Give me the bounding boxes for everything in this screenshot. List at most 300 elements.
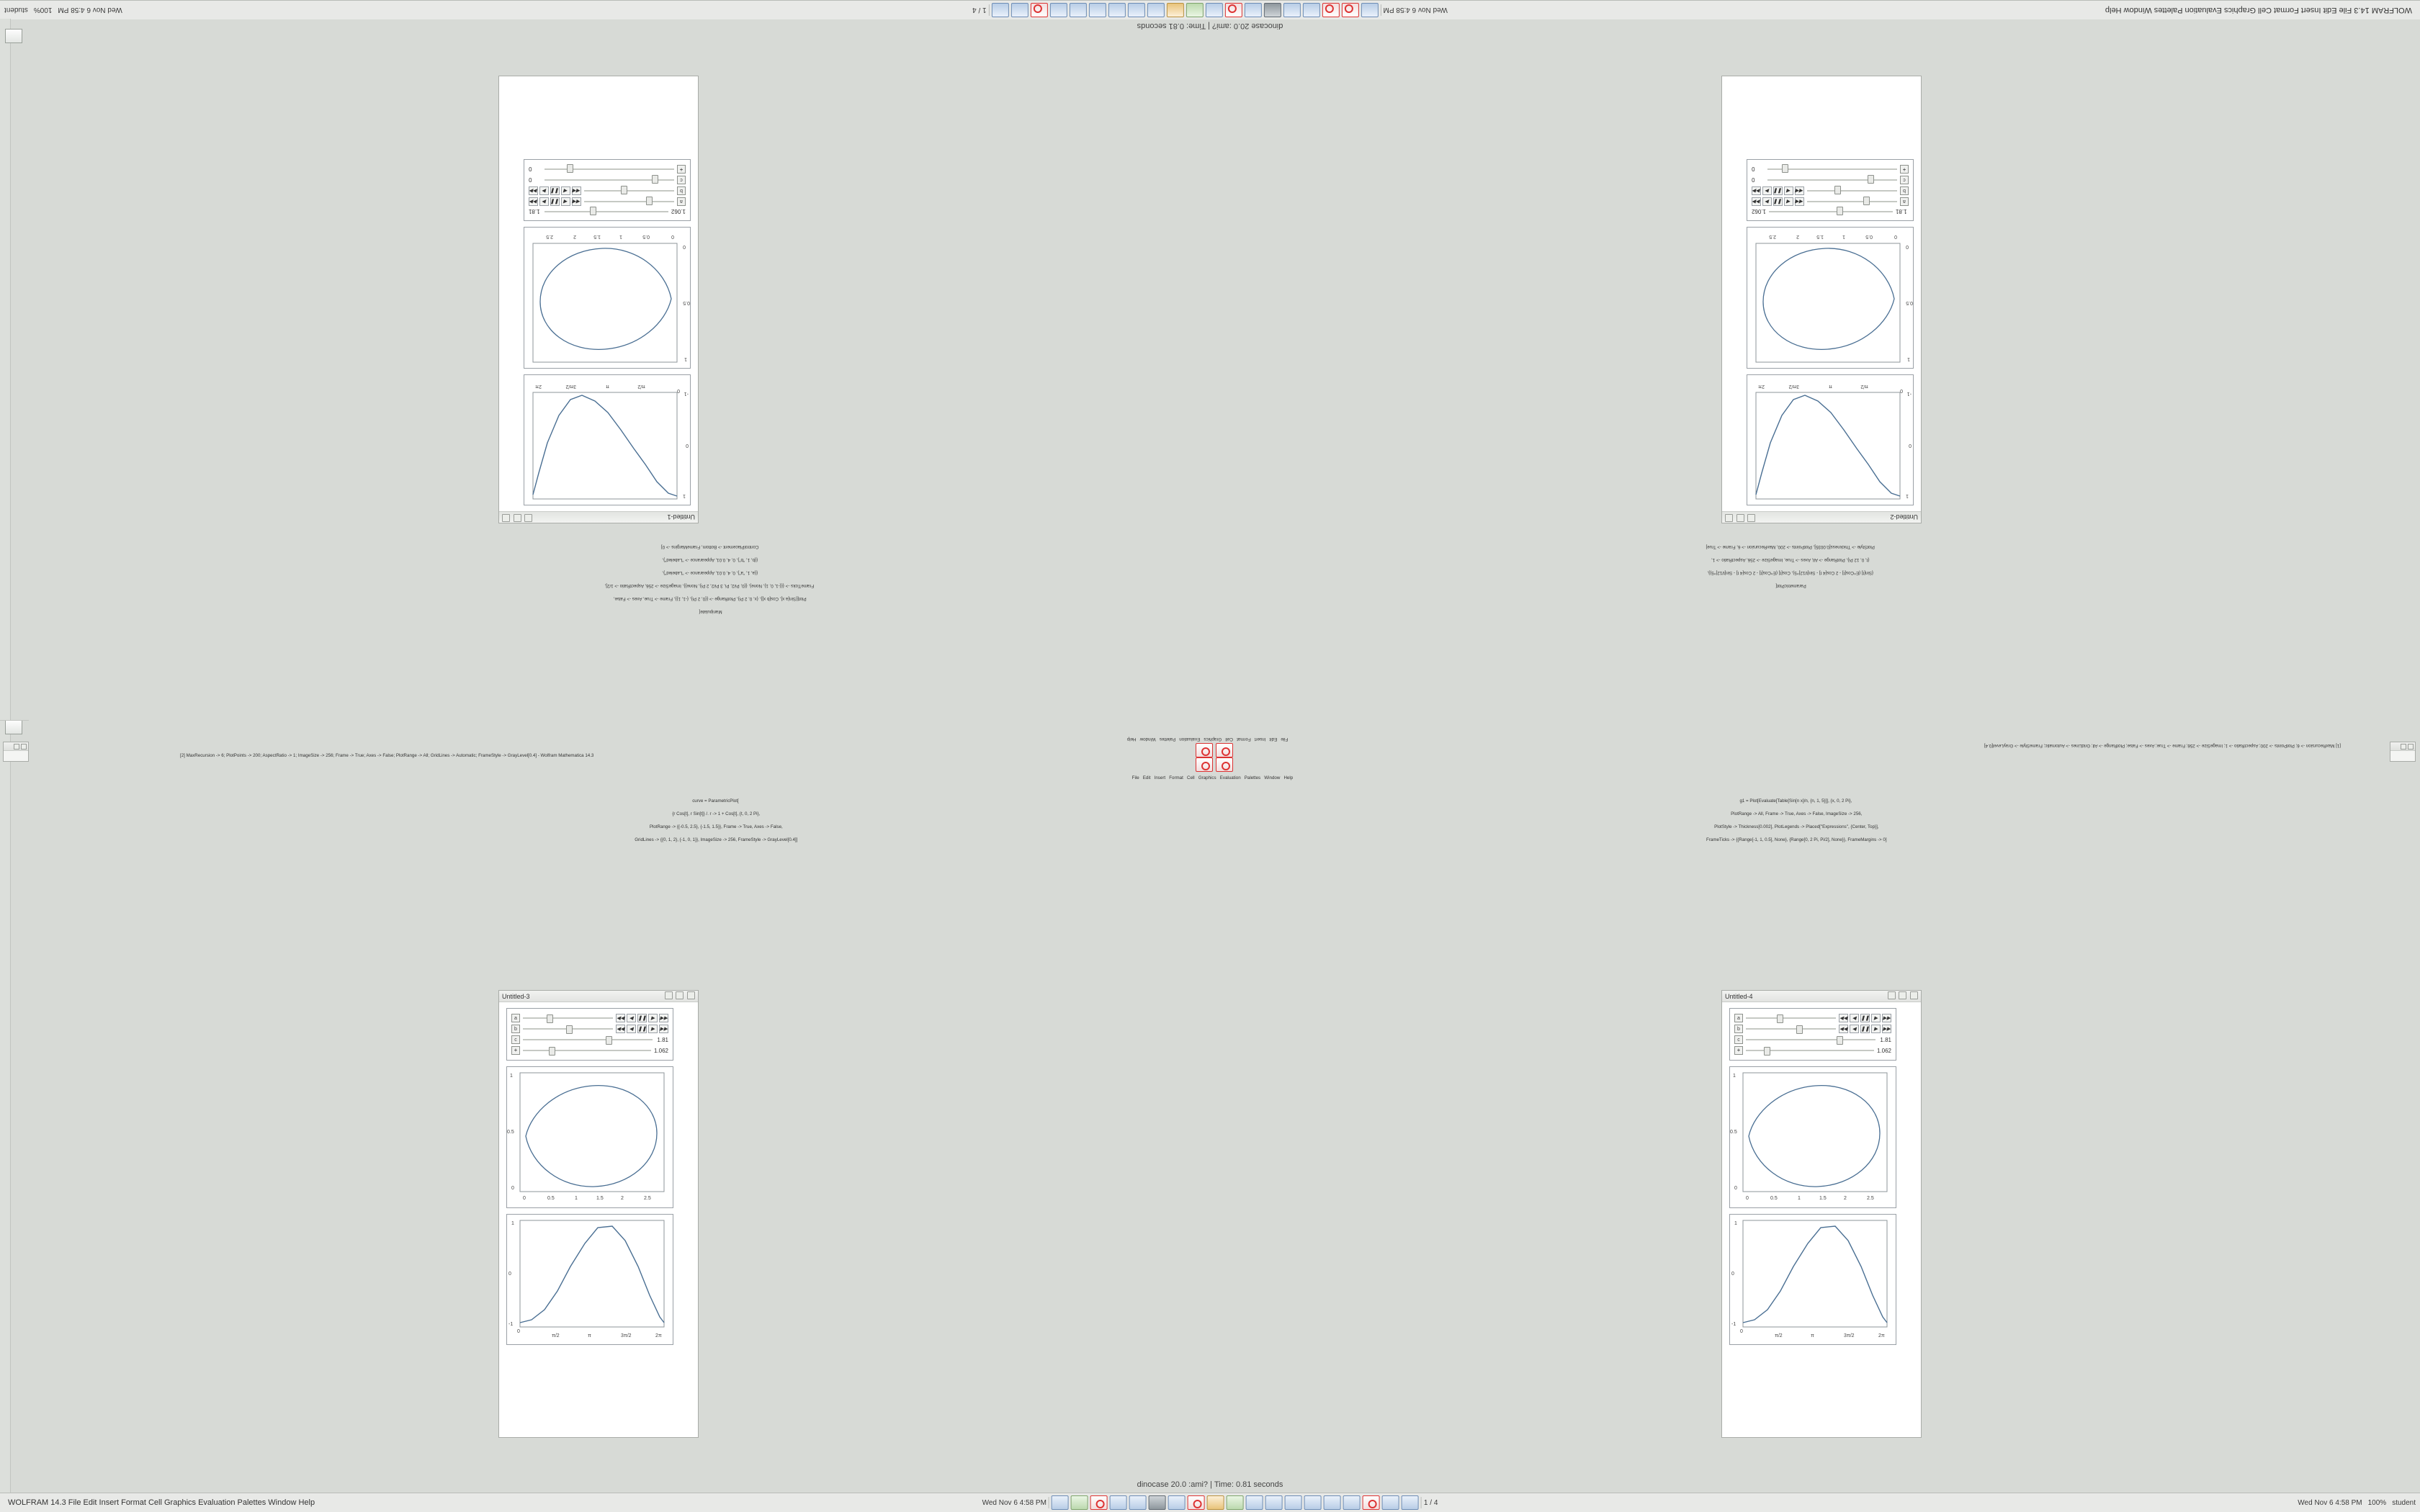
control-row-d[interactable] bbox=[529, 165, 686, 174]
code-line: Plot[{Sin[a x], Cos[b x]}, {x, 0, 2 Pi}, PlotRange -> {{0, 2 Pi}, {-1, 1}}, Frame -> True, Axes -> False, bbox=[613, 595, 808, 601]
value-display-1: 1.062 bbox=[671, 208, 686, 215]
manipulate-control-panel[interactable] bbox=[506, 1008, 673, 1061]
step-back-icon[interactable]: ◀◀ bbox=[1795, 197, 1804, 206]
svg-text:0.5: 0.5 bbox=[1770, 1196, 1778, 1201]
slider-thumb[interactable] bbox=[1864, 197, 1870, 205]
svg-text:2: 2 bbox=[1844, 1196, 1847, 1201]
slider-c[interactable] bbox=[1767, 176, 1897, 184]
value-display-5: 1.81 bbox=[1880, 1036, 1891, 1043]
slider-track bbox=[1807, 201, 1897, 202]
playback-buttons-b[interactable] bbox=[1752, 186, 1804, 195]
svg-text:-1: -1 bbox=[1731, 1322, 1736, 1327]
task-item[interactable] bbox=[1363, 1495, 1380, 1510]
svg-text:3π/2: 3π/2 bbox=[621, 1333, 632, 1338]
notebook-titlebar[interactable] bbox=[1722, 991, 1921, 1002]
task-item[interactable] bbox=[1071, 1495, 1088, 1510]
pause-icon[interactable]: ❚❚ bbox=[1860, 1014, 1870, 1022]
svg-text:0: 0 bbox=[1909, 443, 1912, 448]
svg-text:0: 0 bbox=[1746, 1196, 1749, 1201]
control-label-a: a bbox=[677, 197, 686, 206]
play-forward-icon[interactable]: ▶ bbox=[539, 186, 549, 195]
pause-icon[interactable]: ❚❚ bbox=[637, 1014, 647, 1022]
slider-thumb[interactable] bbox=[1837, 1036, 1843, 1045]
control-row-d[interactable] bbox=[1752, 165, 1909, 174]
svg-text:2.5: 2.5 bbox=[546, 234, 553, 239]
svg-text:1: 1 bbox=[511, 1221, 514, 1226]
slider-thumb[interactable] bbox=[1837, 207, 1843, 215]
tray-volume[interactable]: 100% bbox=[33, 6, 53, 14]
bottom-status-message: dinocase 20.0 :ami? | Time: 0.81 seconds bbox=[1137, 1480, 1283, 1489]
task-item[interactable] bbox=[1245, 3, 1262, 17]
control-label-b: b bbox=[1900, 186, 1909, 195]
slider-track bbox=[544, 211, 668, 212]
svg-text:2: 2 bbox=[573, 234, 576, 239]
bottom-panel-left[interactable] bbox=[0, 1497, 318, 1508]
control-row-b[interactable] bbox=[1734, 1025, 1891, 1033]
step-forward-icon[interactable]: ▶▶ bbox=[1882, 1025, 1891, 1033]
notebook-window-top-left[interactable] bbox=[498, 76, 699, 523]
svg-text:1: 1 bbox=[1907, 356, 1910, 361]
task-item-recording[interactable] bbox=[1342, 3, 1359, 17]
code-line: GridLines -> {{0, 1, 2}, {-1, 0, 1}}, ImageSize -> 256, FrameStyle -> GrayLevel[0.4]] bbox=[633, 837, 798, 842]
playback-buttons-b[interactable] bbox=[529, 186, 581, 195]
svg-text:-1: -1 bbox=[1906, 391, 1912, 396]
slider-d[interactable] bbox=[544, 166, 674, 173]
playback-buttons-b[interactable] bbox=[1839, 1025, 1891, 1033]
svg-text:2: 2 bbox=[621, 1196, 624, 1201]
task-item[interactable] bbox=[1343, 1495, 1361, 1510]
close-icon[interactable] bbox=[687, 991, 695, 999]
code-line: FrameTicks -> {{{-1, 0, 1}, None}, {{0, Pi/2, Pi, 3 Pi/2, 2 Pi}, None}}, ImageSize -> 256, AspectRatio -> 1/2], bbox=[604, 582, 817, 588]
play-forward-icon[interactable]: ▶ bbox=[1871, 1025, 1881, 1033]
slider-track bbox=[523, 1039, 653, 1040]
step-back-icon[interactable]: ◀◀ bbox=[572, 197, 581, 206]
workspace-indicator[interactable]: 1 / 4 bbox=[1423, 1498, 1438, 1507]
step-forward-icon[interactable]: ▶▶ bbox=[529, 197, 538, 206]
notebook-window-bottom-left[interactable] bbox=[498, 990, 699, 1438]
plot-upper-svg bbox=[507, 1067, 673, 1207]
value-display-6: 1.062 bbox=[1752, 208, 1767, 215]
playback-buttons-a[interactable] bbox=[1752, 197, 1804, 206]
task-item[interactable] bbox=[1108, 3, 1126, 17]
svg-text:π/2: π/2 bbox=[1860, 384, 1868, 389]
recording-indicator[interactable] bbox=[1216, 743, 1233, 757]
slider-a[interactable] bbox=[1746, 1014, 1836, 1022]
control-row-value-top[interactable] bbox=[1752, 208, 1909, 215]
bottom-panel-right[interactable] bbox=[2298, 1499, 2416, 1507]
maximize-icon[interactable] bbox=[676, 991, 684, 999]
control-row-b[interactable] bbox=[1752, 186, 1909, 195]
control-row-d[interactable] bbox=[511, 1046, 668, 1055]
slider-thumb[interactable] bbox=[652, 175, 658, 184]
step-back-icon[interactable]: ◀◀ bbox=[1795, 186, 1804, 195]
task-item[interactable] bbox=[1052, 1495, 1069, 1510]
slider-d[interactable] bbox=[1767, 166, 1897, 173]
floating-window-titlebar[interactable] bbox=[4, 742, 28, 751]
task-item[interactable] bbox=[1031, 3, 1048, 17]
bottom-panel-app-status[interactable]: WOLFRAM 14.3 File Edit Insert Format Cell Graphics Evaluation Palettes Window Help bbox=[8, 1498, 315, 1507]
code-line: PlotStyle -> Thickness[0.0035], PlotPoints -> 200, MaxRecursion -> 6, Frame -> True] bbox=[1706, 544, 1876, 549]
svg-text:0: 0 bbox=[1900, 388, 1903, 393]
step-forward-icon[interactable]: ▶▶ bbox=[1882, 1014, 1891, 1022]
step-back-icon[interactable]: ◀◀ bbox=[1839, 1014, 1848, 1022]
svg-text:2.5: 2.5 bbox=[1769, 234, 1776, 239]
minimize-icon[interactable] bbox=[2401, 744, 2406, 750]
svg-text:π: π bbox=[1829, 384, 1832, 389]
notebook-window-bottom-right[interactable] bbox=[1721, 990, 1922, 1438]
task-item-recording[interactable] bbox=[1322, 3, 1340, 17]
step-back-icon[interactable]: ◀◀ bbox=[572, 186, 581, 195]
trash-icon bbox=[5, 720, 22, 734]
slider-a[interactable] bbox=[1807, 198, 1897, 205]
code-line: PlotStyle -> Thickness[0.002], PlotLegends -> Placed["Expressions", {Center, Top}], bbox=[1713, 824, 1879, 829]
close-icon[interactable] bbox=[21, 744, 27, 750]
notebook-titlebar[interactable] bbox=[499, 511, 698, 523]
rail-divider bbox=[0, 720, 29, 721]
svg-text:0.5: 0.5 bbox=[1906, 300, 1913, 305]
svg-text:0: 0 bbox=[508, 1272, 511, 1277]
bottom-panel-tasklist[interactable] bbox=[982, 1495, 1438, 1510]
task-item[interactable] bbox=[1227, 1495, 1244, 1510]
maximize-icon[interactable] bbox=[1899, 991, 1906, 999]
top-panel-right[interactable] bbox=[4, 6, 122, 14]
svg-text:2π: 2π bbox=[1878, 1333, 1885, 1338]
slider-thumb[interactable] bbox=[1782, 164, 1788, 173]
code-line: {t, 0, 12 Pi}, PlotRange -> All, Axes -> True, ImageSize -> 256, AspectRatio -> 1, bbox=[1711, 557, 1871, 562]
task-item[interactable] bbox=[1304, 1495, 1322, 1510]
slider-thumb[interactable] bbox=[1777, 1014, 1783, 1023]
floating-window-titlebar[interactable] bbox=[2390, 742, 2415, 751]
svg-text:π/2: π/2 bbox=[552, 1333, 560, 1338]
code-line: Manipulate[ bbox=[699, 608, 722, 614]
tray-user[interactable]: student bbox=[4, 6, 28, 14]
add-control-button[interactable]: + bbox=[1734, 1046, 1743, 1055]
svg-text:-1: -1 bbox=[684, 391, 689, 396]
task-item[interactable] bbox=[1285, 1495, 1302, 1510]
control-label-b: b bbox=[511, 1025, 520, 1033]
task-item[interactable] bbox=[1147, 3, 1165, 17]
svg-text:0: 0 bbox=[1740, 1329, 1743, 1334]
slider-c[interactable] bbox=[1746, 1036, 1876, 1043]
maximize-icon[interactable] bbox=[1736, 514, 1744, 522]
plot-upper-svg bbox=[1747, 375, 1913, 505]
slider-thumb[interactable] bbox=[646, 197, 653, 205]
control-row-value-top[interactable] bbox=[529, 208, 686, 215]
workspace-indicator[interactable]: 1 / 4 bbox=[972, 6, 987, 14]
middle-band-left: [1] MaxRecursion -> 6; PlotPoints -> 200; AspectRatio -> 1; ImageSize -> 256; Frame -> True; Axes -> False; PlotRange -> All; GridLines -> Automatic; FrameStyle -> GrayLevel[0.4] bbox=[1984, 742, 2341, 748]
task-item-mathematica[interactable] bbox=[1188, 1495, 1205, 1510]
slider-thumb[interactable] bbox=[547, 1014, 553, 1023]
task-item-recording[interactable] bbox=[1090, 1495, 1108, 1510]
task-item[interactable] bbox=[1070, 3, 1087, 17]
slider-b[interactable] bbox=[584, 187, 674, 194]
task-item[interactable] bbox=[1167, 3, 1184, 17]
play-forward-icon[interactable]: ▶ bbox=[1762, 197, 1772, 206]
top-panel[interactable] bbox=[0, 0, 2420, 19]
slider-thumb[interactable] bbox=[606, 1036, 612, 1045]
slider-b[interactable] bbox=[1807, 187, 1897, 194]
slider-c[interactable] bbox=[523, 1036, 653, 1043]
svg-text:1.5: 1.5 bbox=[1819, 1196, 1827, 1201]
task-item[interactable] bbox=[1168, 1495, 1186, 1510]
control-label-c: c bbox=[677, 176, 686, 184]
task-item[interactable] bbox=[1128, 3, 1145, 17]
slider-c[interactable] bbox=[544, 176, 674, 184]
window-buttons[interactable] bbox=[1725, 513, 1757, 522]
code-cell-top-right[interactable] bbox=[1253, 536, 2334, 595]
step-forward-icon[interactable]: ▶▶ bbox=[529, 186, 538, 195]
plot-lower-svg bbox=[1747, 228, 1913, 368]
close-icon[interactable] bbox=[1725, 514, 1733, 522]
slider-thumb[interactable] bbox=[1835, 186, 1842, 194]
task-separator bbox=[989, 4, 990, 16]
floating-window-right[interactable] bbox=[2390, 742, 2416, 762]
play-back-icon[interactable]: ◀ bbox=[1850, 1014, 1859, 1022]
top-panel-clock: Wed Nov 6 4:58 PM bbox=[1383, 6, 1448, 14]
task-item[interactable] bbox=[1206, 3, 1223, 17]
manipulate-control-panel[interactable] bbox=[524, 159, 691, 221]
recording-indicator[interactable] bbox=[1196, 743, 1213, 757]
svg-text:1.5: 1.5 bbox=[593, 234, 601, 239]
play-back-icon[interactable]: ◀ bbox=[1784, 186, 1793, 195]
task-item[interactable] bbox=[1050, 3, 1067, 17]
task-item[interactable] bbox=[1265, 1495, 1283, 1510]
minimize-icon[interactable] bbox=[1747, 514, 1755, 522]
slider-thumb[interactable] bbox=[1868, 175, 1874, 184]
task-item[interactable] bbox=[1324, 1495, 1341, 1510]
play-back-icon[interactable]: ◀ bbox=[1850, 1025, 1859, 1033]
slider-track bbox=[544, 168, 674, 170]
close-icon[interactable] bbox=[502, 514, 510, 522]
notebook-window-top-right[interactable] bbox=[1721, 76, 1922, 523]
maximize-icon[interactable] bbox=[514, 514, 521, 522]
add-control-button[interactable]: + bbox=[677, 165, 686, 174]
play-forward-icon[interactable]: ▶ bbox=[1762, 186, 1772, 195]
tray-clock[interactable]: Wed Nov 6 4:58 PM bbox=[58, 6, 122, 14]
window-buttons[interactable] bbox=[502, 513, 534, 522]
slider-thumb[interactable] bbox=[549, 1047, 555, 1056]
manipulate-control-panel[interactable] bbox=[1729, 1008, 1896, 1061]
tray-user[interactable]: student bbox=[2392, 1498, 2416, 1507]
minimize-icon[interactable] bbox=[524, 514, 532, 522]
play-back-icon[interactable]: ◀ bbox=[627, 1014, 636, 1022]
svg-text:1: 1 bbox=[575, 1196, 578, 1201]
control-label-c: c bbox=[1900, 176, 1909, 184]
task-item[interactable] bbox=[1264, 3, 1281, 17]
task-item[interactable] bbox=[1149, 1495, 1166, 1510]
svg-text:2: 2 bbox=[1796, 234, 1799, 239]
close-icon[interactable] bbox=[1910, 991, 1918, 999]
task-item[interactable] bbox=[1246, 1495, 1263, 1510]
add-control-button[interactable]: + bbox=[511, 1046, 520, 1055]
code-cell-top-left[interactable] bbox=[245, 536, 1181, 621]
play-back-icon[interactable]: ◀ bbox=[561, 197, 570, 206]
play-forward-icon[interactable]: ▶ bbox=[648, 1014, 658, 1022]
plot-frame-lower bbox=[506, 1214, 673, 1345]
value-display-4: 0 bbox=[529, 166, 532, 173]
window-buttons[interactable] bbox=[1886, 991, 1918, 1001]
control-row-c[interactable] bbox=[1734, 1035, 1891, 1044]
close-icon[interactable] bbox=[2408, 744, 2414, 750]
svg-text:0: 0 bbox=[683, 244, 686, 249]
control-row-b[interactable] bbox=[511, 1025, 668, 1033]
top-panel-tasklist[interactable] bbox=[972, 3, 1448, 17]
task-item[interactable] bbox=[1402, 1495, 1419, 1510]
task-item[interactable] bbox=[1186, 3, 1204, 17]
play-back-icon[interactable]: ◀ bbox=[1784, 197, 1793, 206]
pause-icon[interactable]: ❚❚ bbox=[637, 1025, 647, 1033]
step-forward-icon[interactable]: ▶▶ bbox=[1752, 197, 1761, 206]
manipulate-control-panel[interactable] bbox=[1747, 159, 1914, 221]
plot-frame-lower bbox=[524, 227, 691, 369]
slider-thumb[interactable] bbox=[621, 186, 627, 194]
value-display-6: 1.062 bbox=[1876, 1047, 1891, 1054]
control-row-a[interactable] bbox=[511, 1014, 668, 1022]
pause-icon[interactable]: ❚❚ bbox=[550, 197, 560, 206]
svg-text:0: 0 bbox=[671, 234, 674, 239]
slider-1[interactable] bbox=[1769, 208, 1893, 215]
svg-text:0.5: 0.5 bbox=[1730, 1130, 1737, 1135]
bottom-panel[interactable] bbox=[0, 1493, 2420, 1512]
slider-thumb[interactable] bbox=[590, 207, 596, 215]
slider-b[interactable] bbox=[1746, 1025, 1836, 1032]
slider-track bbox=[523, 1017, 613, 1019]
top-status-message: dinocase 20.0 :ami? | Time: 0.81 seconds bbox=[1137, 22, 1283, 30]
svg-text:π/2: π/2 bbox=[637, 384, 645, 389]
step-back-icon[interactable]: ◀◀ bbox=[616, 1025, 625, 1033]
control-label-c: c bbox=[1734, 1035, 1743, 1044]
code-line: {r Cos[t], r Sin[t]} /. r -> 1 + Cos[t], {t, 0, 2 Pi}, bbox=[671, 811, 761, 816]
step-back-icon[interactable]: ◀◀ bbox=[616, 1014, 625, 1022]
floating-window-left[interactable] bbox=[3, 742, 29, 762]
control-row-b[interactable] bbox=[529, 186, 686, 195]
tray-volume[interactable]: 100% bbox=[2367, 1498, 2387, 1507]
play-forward-icon[interactable]: ▶ bbox=[648, 1025, 658, 1033]
slider-thumb[interactable] bbox=[1796, 1025, 1803, 1034]
window-buttons[interactable] bbox=[663, 991, 695, 1001]
slider-track bbox=[523, 1050, 651, 1051]
svg-text:2π: 2π bbox=[655, 1333, 662, 1338]
code-line: ParametricPlot[ bbox=[1775, 582, 1806, 588]
control-row-c[interactable] bbox=[529, 176, 686, 184]
svg-text:1: 1 bbox=[1842, 234, 1845, 239]
svg-text:1: 1 bbox=[683, 493, 686, 498]
slider-d[interactable] bbox=[523, 1047, 651, 1054]
minimize-icon[interactable] bbox=[14, 744, 19, 750]
control-row-a[interactable] bbox=[1752, 197, 1909, 206]
slider-track bbox=[1767, 179, 1897, 181]
play-forward-icon[interactable]: ▶ bbox=[539, 197, 549, 206]
svg-text:0: 0 bbox=[677, 388, 680, 393]
notebook-titlebar[interactable] bbox=[1722, 511, 1921, 523]
desktop-icon-home[interactable] bbox=[3, 29, 24, 44]
pause-icon[interactable]: ❚❚ bbox=[1773, 186, 1783, 195]
add-control-button[interactable]: + bbox=[1900, 165, 1909, 174]
step-back-icon[interactable]: ◀◀ bbox=[1839, 1025, 1848, 1033]
code-cell-bottom-right[interactable] bbox=[1253, 792, 2334, 850]
top-panel-app-status[interactable]: WOLFRAM 14.3 File Edit Insert Format Cell Graphics Evaluation Palettes Window Help bbox=[2105, 6, 2412, 14]
control-row-d[interactable] bbox=[1734, 1046, 1891, 1055]
top-panel-left[interactable] bbox=[2102, 4, 2420, 16]
slider-a[interactable] bbox=[523, 1014, 613, 1022]
slider-thumb[interactable] bbox=[567, 164, 573, 173]
slider-thumb[interactable] bbox=[1764, 1047, 1770, 1056]
task-item[interactable] bbox=[1303, 3, 1320, 17]
code-line: g1 = Plot[Evaluate[Table[Sin[n x]/n, {n, 1, 5}]], {x, 0, 2 Pi}, bbox=[1739, 798, 1852, 804]
slider-track bbox=[584, 190, 674, 192]
slider-d[interactable] bbox=[1746, 1047, 1874, 1054]
value-display-4: 0 bbox=[1752, 166, 1755, 173]
control-row-a[interactable] bbox=[529, 197, 686, 206]
pause-icon[interactable]: ❚❚ bbox=[1860, 1025, 1870, 1033]
control-label-c: c bbox=[511, 1035, 520, 1044]
play-forward-icon[interactable]: ▶ bbox=[1871, 1014, 1881, 1022]
play-back-icon[interactable]: ◀ bbox=[627, 1025, 636, 1033]
svg-text:1: 1 bbox=[1906, 493, 1909, 498]
menubar-items[interactable]: File Edit Insert Format Cell Graphics Evaluation Palettes Window Help bbox=[1126, 736, 1289, 742]
svg-text:0: 0 bbox=[1731, 1272, 1734, 1277]
playback-buttons-b[interactable] bbox=[616, 1025, 668, 1033]
control-row-c[interactable] bbox=[511, 1035, 668, 1044]
task-item[interactable] bbox=[1207, 1495, 1224, 1510]
pause-icon[interactable]: ❚❚ bbox=[1773, 197, 1783, 206]
minimize-icon[interactable] bbox=[665, 991, 673, 999]
pause-icon[interactable]: ❚❚ bbox=[550, 186, 560, 195]
svg-text:1: 1 bbox=[1798, 1196, 1801, 1201]
slider-a[interactable] bbox=[584, 198, 674, 205]
step-forward-icon[interactable]: ▶▶ bbox=[659, 1014, 668, 1022]
value-display-3: 0 bbox=[529, 176, 532, 184]
step-forward-icon[interactable]: ▶▶ bbox=[1752, 186, 1761, 195]
playback-buttons-a[interactable] bbox=[529, 197, 581, 206]
tray-clock[interactable]: Wed Nov 6 4:58 PM bbox=[2298, 1498, 2362, 1507]
desktop-icon-trash[interactable] bbox=[3, 720, 24, 735]
slider-b[interactable] bbox=[523, 1025, 613, 1032]
code-line: curve = ParametricPlot[ bbox=[692, 798, 739, 804]
playback-buttons-a[interactable] bbox=[616, 1014, 668, 1022]
code-line: {Sin[t] (E^Cos[t] - 2 Cos[4 t] - Sin[t/12]^5), Cos[t] (E^Cos[t] - 2 Cos[4 t] - Sin[t/12]^5)}, bbox=[1707, 570, 1875, 575]
svg-text:3π/2: 3π/2 bbox=[1844, 1333, 1855, 1338]
task-item[interactable] bbox=[1382, 1495, 1399, 1510]
slider-1[interactable] bbox=[544, 208, 668, 215]
task-item[interactable] bbox=[1283, 3, 1301, 17]
control-row-c[interactable] bbox=[1752, 176, 1909, 184]
code-cell-bottom-left[interactable] bbox=[245, 792, 1181, 850]
notebook-titlebar[interactable] bbox=[499, 991, 698, 1002]
control-row-a[interactable] bbox=[1734, 1014, 1891, 1022]
slider-track bbox=[584, 201, 674, 202]
svg-text:1: 1 bbox=[619, 234, 622, 239]
plot-frame-lower bbox=[1747, 227, 1914, 369]
value-display-2: 1.81 bbox=[529, 208, 540, 215]
task-item-mathematica[interactable] bbox=[1225, 3, 1242, 17]
menubar-items[interactable]: File Edit Insert Format Cell Graphics Evaluation Palettes Window Help bbox=[1131, 775, 1294, 780]
step-forward-icon[interactable]: ▶▶ bbox=[659, 1025, 668, 1033]
minimize-icon[interactable] bbox=[1888, 991, 1896, 999]
task-item[interactable] bbox=[1129, 1495, 1147, 1510]
playback-buttons-a[interactable] bbox=[1839, 1014, 1891, 1022]
task-item[interactable] bbox=[992, 3, 1009, 17]
slider-thumb[interactable] bbox=[566, 1025, 573, 1034]
task-item[interactable] bbox=[1089, 3, 1106, 17]
play-back-icon[interactable]: ◀ bbox=[561, 186, 570, 195]
task-item[interactable] bbox=[1011, 3, 1028, 17]
middle-menubar[interactable] bbox=[958, 769, 1462, 788]
svg-text:3π/2: 3π/2 bbox=[1788, 384, 1799, 389]
task-item[interactable] bbox=[1110, 1495, 1127, 1510]
control-label-a: a bbox=[1734, 1014, 1743, 1022]
task-item[interactable] bbox=[1361, 3, 1379, 17]
